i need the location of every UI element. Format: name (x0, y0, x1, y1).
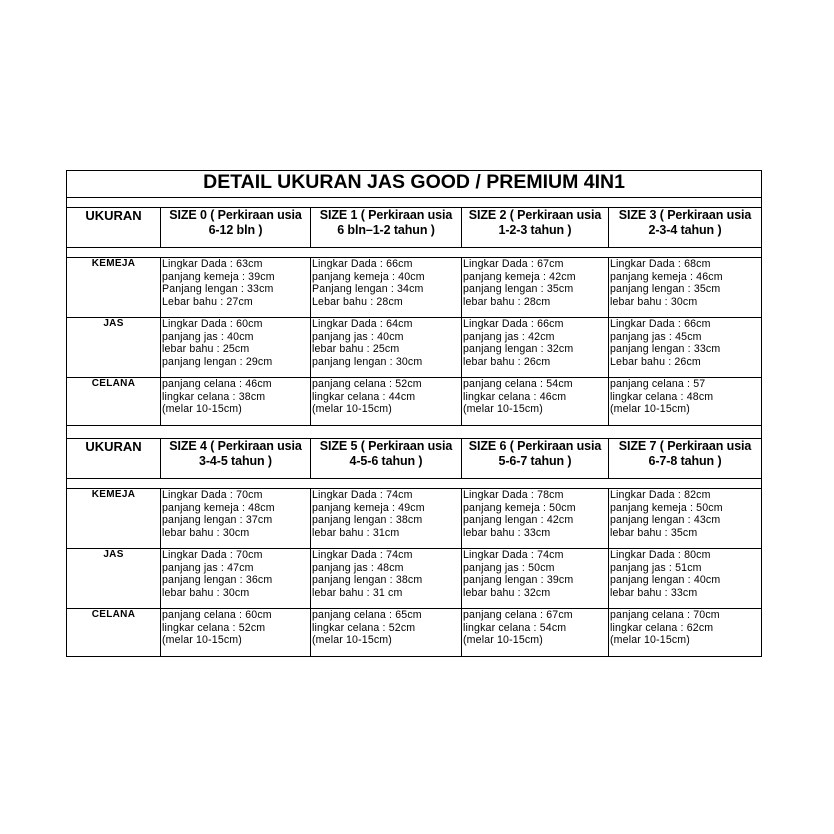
spacer-row (67, 248, 762, 258)
kemeja-size-4: Lingkar Dada : 70cm panjang kemeja : 48cm panjang lengan : 37cm lebar bahu : 30cm (161, 489, 311, 549)
celana-size-2: panjang celana : 54cm lingkar celana : 46cm (melar 10-15cm) (462, 378, 609, 426)
size-1-header: SIZE 1 ( Perkiraan usia 6 bln–1-2 tahun ) (311, 208, 462, 248)
ukuran-label: UKURAN (67, 208, 161, 248)
celana-size-5: panjang celana : 65cm lingkar celana : 52cm (melar 10-15cm) (311, 609, 462, 657)
jas-size-5: Lingkar Dada : 74cm panjang jas : 48cm panjang lengan : 38cm lebar bahu : 31 cm (311, 549, 462, 609)
celana-label: CELANA (67, 378, 161, 426)
spacer-row (67, 198, 762, 208)
title-row (67, 171, 762, 198)
kemeja-label: KEMEJA (67, 258, 161, 318)
kemeja-size-0: Lingkar Dada : 63cm panjang kemeja : 39cm Panjang lengan : 33cm Lebar bahu : 27cm (161, 258, 311, 318)
spacer-row (67, 479, 762, 489)
celana-size-0: panjang celana : 46cm lingkar celana : 38cm (melar 10-15cm) (161, 378, 311, 426)
size-7-header: SIZE 7 ( Perkiraan usia 6-7-8 tahun ) (609, 439, 762, 479)
celana-size-3: panjang celana : 57 lingkar celana : 48cm (melar 10-15cm) (609, 378, 762, 426)
celana-size-6: panjang celana : 67cm lingkar celana : 54cm (melar 10-15cm) (462, 609, 609, 657)
kemeja-size-6: Lingkar Dada : 78cm panjang kemeja : 50cm panjang lengan : 42cm lebar bahu : 33cm (462, 489, 609, 549)
kemeja-row (67, 489, 762, 549)
jas-row (67, 318, 762, 378)
jas-size-6: Lingkar Dada : 74cm panjang jas : 50cm panjang lengan : 39cm lebar bahu : 32cm (462, 549, 609, 609)
jas-size-7: Lingkar Dada : 80cm panjang jas : 51cm panjang lengan : 40cm lebar bahu : 33cm (609, 549, 762, 609)
celana-row (67, 609, 762, 657)
kemeja-label: KEMEJA (67, 489, 161, 549)
size-3-header: SIZE 3 ( Perkiraan usia 2-3-4 tahun ) (609, 208, 762, 248)
celana-row (67, 378, 762, 426)
size-0-header: SIZE 0 ( Perkiraan usia 6-12 bln ) (161, 208, 311, 248)
celana-label: CELANA (67, 609, 161, 657)
jas-size-3: Lingkar Dada : 66cm panjang jas : 45cm panjang lengan : 33cm Lebar bahu : 26cm (609, 318, 762, 378)
celana-size-4: panjang celana : 60cm lingkar celana : 52cm (melar 10-15cm) (161, 609, 311, 657)
kemeja-row (67, 258, 762, 318)
jas-size-0: Lingkar Dada : 60cm panjang jas : 40cm lebar bahu : 25cm panjang lengan : 29cm (161, 318, 311, 378)
kemeja-size-2: Lingkar Dada : 67cm panjang kemeja : 42cm panjang lengan : 35cm lebar bahu : 28cm (462, 258, 609, 318)
size-6-header: SIZE 6 ( Perkiraan usia 5-6-7 tahun ) (462, 439, 609, 479)
size-5-header: SIZE 5 ( Perkiraan usia 4-5-6 tahun ) (311, 439, 462, 479)
size-header-row (67, 208, 762, 248)
celana-size-1: panjang celana : 52cm lingkar celana : 44cm (melar 10-15cm) (311, 378, 462, 426)
ukuran-label: UKURAN (67, 439, 161, 479)
size-chart-table (66, 170, 762, 657)
kemeja-size-3: Lingkar Dada : 68cm panjang kemeja : 46cm panjang lengan : 35cm lebar bahu : 30cm (609, 258, 762, 318)
size-header-row (67, 439, 762, 479)
kemeja-size-5: Lingkar Dada : 74cm panjang kemeja : 49cm panjang lengan : 38cm lebar bahu : 31cm (311, 489, 462, 549)
size-4-header: SIZE 4 ( Perkiraan usia 3-4-5 tahun ) (161, 439, 311, 479)
kemeja-size-1: Lingkar Dada : 66cm panjang kemeja : 40cm Panjang lengan : 34cm Lebar bahu : 28cm (311, 258, 462, 318)
jas-label: JAS (67, 318, 161, 378)
jas-label: JAS (67, 549, 161, 609)
kemeja-size-7: Lingkar Dada : 82cm panjang kemeja : 50cm panjang lengan : 43cm lebar bahu : 35cm (609, 489, 762, 549)
size-2-header: SIZE 2 ( Perkiraan usia 1-2-3 tahun ) (462, 208, 609, 248)
celana-size-7: panjang celana : 70cm lingkar celana : 62cm (melar 10-15cm) (609, 609, 762, 657)
table-title: DETAIL UKURAN JAS GOOD / PREMIUM 4IN1 (67, 171, 762, 198)
jas-size-4: Lingkar Dada : 70cm panjang jas : 47cm panjang lengan : 36cm lebar bahu : 30cm (161, 549, 311, 609)
jas-row (67, 549, 762, 609)
jas-size-2: Lingkar Dada : 66cm panjang jas : 42cm panjang lengan : 32cm lebar bahu : 26cm (462, 318, 609, 378)
jas-size-1: Lingkar Dada : 64cm panjang jas : 40cm lebar bahu : 25cm panjang lengan : 30cm (311, 318, 462, 378)
spacer-row (67, 426, 762, 439)
